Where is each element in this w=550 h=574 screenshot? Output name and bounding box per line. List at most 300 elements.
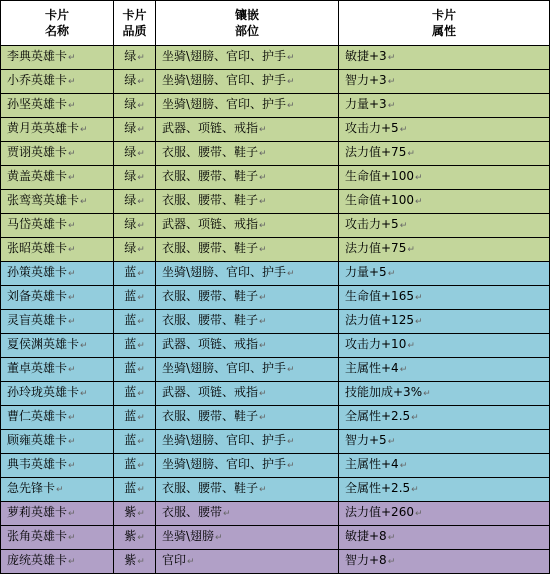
card-quality-text: 绿 (124, 193, 137, 207)
line-break-mark: ↵ (137, 245, 145, 255)
line-break-mark: ↵ (137, 509, 145, 519)
card-attribute-cell (339, 310, 550, 334)
card-attribute-text: 法力值+75 (345, 241, 407, 255)
card-name-text: 曹仁英雄卡 (7, 409, 68, 423)
inlay-slot-cell (156, 238, 339, 262)
line-break-mark: ↵ (259, 341, 267, 351)
card-quality-cell (114, 310, 156, 334)
line-break-mark: ↵ (414, 293, 423, 303)
card-attribute-text: 力量+5 (345, 265, 387, 279)
inlay-slot-cell (156, 286, 339, 310)
card-quality-text: 蓝 (124, 481, 137, 495)
card-attribute-cell (339, 190, 550, 214)
line-break-mark: ↵ (137, 389, 145, 399)
header-card-quality (114, 1, 156, 46)
line-break-mark: ↵ (68, 533, 76, 543)
line-break-mark: ↵ (414, 197, 423, 207)
inlay-slot-text: 衣服、腰带、鞋子 (162, 193, 259, 207)
inlay-slot-cell (156, 142, 339, 166)
card-name-text: 灵盲英雄卡 (7, 313, 68, 327)
header-card-attribute-line2: 属性 (431, 24, 456, 38)
card-attribute-cell (339, 430, 550, 454)
card-quality-text: 蓝 (124, 457, 137, 471)
line-break-mark: ↵ (259, 197, 267, 207)
table-row (1, 334, 550, 358)
card-attribute-text: 全属性+2.5 (345, 481, 411, 495)
card-quality-cell (114, 166, 156, 190)
line-break-mark: ↵ (259, 413, 267, 423)
card-name-cell (1, 478, 114, 502)
table-row (1, 262, 550, 286)
line-break-mark: ↵ (68, 437, 76, 447)
card-attribute-text: 主属性+4 (345, 457, 399, 471)
card-quality-cell (114, 334, 156, 358)
card-attribute-text: 攻击力+5 (345, 217, 399, 231)
table-row (1, 478, 550, 502)
card-name-cell (1, 94, 114, 118)
inlay-slot-text: 武器、项链、戒指 (162, 217, 259, 231)
line-break-mark: ↵ (137, 317, 145, 327)
card-quality-text: 蓝 (124, 289, 137, 303)
line-break-mark: ↵ (137, 437, 145, 447)
line-break-mark: ↵ (137, 557, 145, 567)
card-name-cell (1, 286, 114, 310)
line-break-mark: ↵ (187, 557, 195, 567)
inlay-slot-text: 官印 (162, 553, 187, 567)
line-break-mark: ↵ (68, 317, 76, 327)
card-attribute-cell (339, 46, 550, 70)
line-break-mark: ↵ (80, 197, 88, 207)
line-break-mark: ↵ (259, 485, 267, 495)
line-break-mark: ↵ (215, 533, 223, 543)
card-name-text: 小乔英雄卡 (7, 73, 68, 87)
line-break-mark: ↵ (387, 101, 396, 111)
card-attribute-cell (339, 478, 550, 502)
line-break-mark: ↵ (137, 77, 145, 87)
line-break-mark: ↵ (68, 53, 76, 63)
card-name-text: 孙坚英雄卡 (7, 97, 68, 111)
table-row (1, 430, 550, 454)
card-name-cell (1, 502, 114, 526)
card-name-text: 急先锋卡 (7, 481, 56, 495)
card-quality-cell (114, 430, 156, 454)
card-quality-cell (114, 190, 156, 214)
inlay-slot-text: 坐骑\翅膀、官印、护手 (162, 97, 287, 111)
card-name-text: 萝莉英雄卡 (7, 505, 68, 519)
inlay-slot-cell (156, 118, 339, 142)
line-break-mark: ↵ (80, 341, 88, 351)
table-row (1, 382, 550, 406)
card-name-cell (1, 166, 114, 190)
inlay-slot-text: 坐骑\翅膀、官印、护手 (162, 361, 287, 375)
header-inlay-slot-line2: 部位 (234, 24, 259, 38)
table-row (1, 214, 550, 238)
inlay-slot-text: 坐骑\翅膀、官印、护手 (162, 457, 287, 471)
line-break-mark: ↵ (414, 173, 423, 183)
card-quality-cell (114, 94, 156, 118)
card-attribute-cell (339, 142, 550, 166)
card-quality-text: 蓝 (124, 313, 137, 327)
inlay-slot-cell (156, 46, 339, 70)
card-quality-text: 绿 (124, 145, 137, 159)
card-quality-text: 绿 (124, 121, 137, 135)
line-break-mark: ↵ (68, 173, 76, 183)
line-break-mark: ↵ (137, 413, 145, 423)
line-break-mark: ↵ (137, 173, 145, 183)
line-break-mark: ↵ (68, 269, 76, 279)
table-row (1, 454, 550, 478)
card-name-cell (1, 550, 114, 574)
inlay-slot-text: 坐骑\翅膀、官印、护手 (162, 265, 287, 279)
card-name-cell (1, 214, 114, 238)
line-break-mark: ↵ (137, 149, 145, 159)
line-break-mark: ↵ (259, 173, 267, 183)
line-break-mark: ↵ (68, 557, 76, 567)
inlay-slot-cell (156, 262, 339, 286)
line-break-mark: ↵ (259, 221, 267, 231)
inlay-slot-text: 衣服、腰带、鞋子 (162, 169, 259, 183)
card-name-cell (1, 238, 114, 262)
card-attribute-text: 生命值+165 (345, 289, 414, 303)
card-quality-cell (114, 70, 156, 94)
header-row (1, 1, 550, 46)
card-attribute-cell (339, 214, 550, 238)
inlay-slot-cell (156, 502, 339, 526)
card-name-cell (1, 334, 114, 358)
card-name-cell (1, 46, 114, 70)
line-break-mark: ↵ (137, 293, 145, 303)
card-name-cell (1, 526, 114, 550)
card-quality-cell (114, 214, 156, 238)
card-attribute-text: 法力值+260 (345, 505, 414, 519)
line-break-mark: ↵ (68, 509, 76, 519)
line-break-mark: ↵ (287, 53, 295, 63)
line-break-mark: ↵ (68, 413, 76, 423)
inlay-slot-cell (156, 94, 339, 118)
line-break-mark: ↵ (137, 485, 145, 495)
card-attribute-cell (339, 334, 550, 358)
table-row (1, 526, 550, 550)
inlay-slot-text: 武器、项链、戒指 (162, 385, 259, 399)
line-break-mark: ↵ (68, 365, 76, 375)
table-row (1, 94, 550, 118)
card-quality-cell (114, 406, 156, 430)
line-break-mark: ↵ (407, 149, 415, 159)
card-attribute-text: 生命值+100 (345, 193, 414, 207)
card-attribute-text: 攻击力+10 (345, 337, 407, 351)
table-row (1, 406, 550, 430)
card-attribute-cell (339, 286, 550, 310)
card-attribute-cell (339, 166, 550, 190)
card-name-cell (1, 118, 114, 142)
line-break-mark: ↵ (399, 365, 408, 375)
card-name-cell (1, 310, 114, 334)
card-name-cell (1, 382, 114, 406)
card-quality-cell (114, 142, 156, 166)
header-card-attribute (339, 1, 550, 46)
table-row (1, 166, 550, 190)
card-quality-cell (114, 118, 156, 142)
card-attribute-text: 法力值+125 (345, 313, 414, 327)
inlay-slot-cell (156, 334, 339, 358)
inlay-slot-text: 坐骑\翅膀、官印、护手 (162, 433, 287, 447)
line-break-mark: ↵ (387, 557, 396, 567)
table-row (1, 502, 550, 526)
line-break-mark: ↵ (407, 341, 415, 351)
card-attribute-text: 生命值+100 (345, 169, 414, 183)
card-quality-text: 蓝 (124, 337, 137, 351)
card-name-text: 顾雍英雄卡 (7, 433, 68, 447)
line-break-mark: ↵ (287, 101, 295, 111)
table-body (1, 46, 550, 574)
card-quality-text: 蓝 (124, 409, 137, 423)
card-name-cell (1, 358, 114, 382)
line-break-mark: ↵ (414, 317, 423, 327)
line-break-mark: ↵ (287, 461, 295, 471)
line-break-mark: ↵ (287, 77, 295, 87)
card-attribute-text: 敏捷+8 (345, 529, 387, 543)
card-attribute-cell (339, 454, 550, 478)
line-break-mark: ↵ (68, 101, 76, 111)
card-name-cell (1, 406, 114, 430)
line-break-mark: ↵ (387, 269, 396, 279)
inlay-slot-cell (156, 478, 339, 502)
card-name-cell (1, 262, 114, 286)
card-attribute-cell (339, 70, 550, 94)
card-attribute-cell (339, 118, 550, 142)
card-attribute-cell (339, 382, 550, 406)
card-quality-text: 紫 (124, 529, 137, 543)
table-row (1, 118, 550, 142)
line-break-mark: ↵ (137, 53, 145, 63)
header-card-name (1, 1, 114, 46)
card-attribute-text: 法力值+75 (345, 145, 407, 159)
card-attribute-cell (339, 526, 550, 550)
card-name-text: 张角英雄卡 (7, 529, 68, 543)
table-row (1, 550, 550, 574)
card-quality-text: 绿 (124, 217, 137, 231)
card-attribute-text: 智力+8 (345, 553, 387, 567)
card-quality-text: 绿 (124, 49, 137, 63)
card-attribute-cell (339, 502, 550, 526)
header-card-name-line2: 名称 (44, 24, 69, 38)
card-name-text: 张昭英雄卡 (7, 241, 68, 255)
line-break-mark: ↵ (137, 125, 145, 135)
inlay-slot-cell (156, 550, 339, 574)
table-row (1, 190, 550, 214)
header-card-quality-line2: 品质 (122, 24, 147, 38)
line-break-mark: ↵ (137, 269, 145, 279)
card-quality-cell (114, 382, 156, 406)
line-break-mark: ↵ (411, 413, 419, 423)
inlay-slot-text: 衣服、腰带、鞋子 (162, 241, 259, 255)
line-break-mark: ↵ (68, 221, 76, 231)
card-name-text: 刘备英雄卡 (7, 289, 68, 303)
card-attribute-cell (339, 550, 550, 574)
card-quality-text: 蓝 (124, 385, 137, 399)
line-break-mark: ↵ (387, 53, 396, 63)
line-break-mark: ↵ (399, 461, 408, 471)
line-break-mark: ↵ (259, 149, 267, 159)
card-quality-text: 绿 (124, 73, 137, 87)
table-row (1, 70, 550, 94)
card-quality-cell (114, 46, 156, 70)
card-quality-cell (114, 502, 156, 526)
card-name-text: 孙策英雄卡 (7, 265, 68, 279)
card-name-text: 贾诩英雄卡 (7, 145, 68, 159)
card-name-text: 马岱英雄卡 (7, 217, 68, 231)
inlay-slot-cell (156, 310, 339, 334)
table-row (1, 142, 550, 166)
line-break-mark: ↵ (137, 365, 145, 375)
line-break-mark: ↵ (399, 125, 408, 135)
line-break-mark: ↵ (399, 221, 408, 231)
card-name-text: 董卓英雄卡 (7, 361, 68, 375)
card-name-text: 黄盖英雄卡 (7, 169, 68, 183)
line-break-mark: ↵ (423, 389, 431, 399)
card-quality-text: 紫 (124, 505, 137, 519)
table-row (1, 310, 550, 334)
inlay-slot-text: 衣服、腰带、鞋子 (162, 289, 259, 303)
line-break-mark: ↵ (259, 389, 267, 399)
line-break-mark: ↵ (259, 245, 267, 255)
inlay-slot-cell (156, 526, 339, 550)
inlay-slot-text: 坐骑\翅膀 (162, 529, 215, 543)
inlay-slot-text: 坐骑\翅膀、官印、护手 (162, 49, 287, 63)
card-name-text: 庞统英雄卡 (7, 553, 68, 567)
inlay-slot-cell (156, 430, 339, 454)
inlay-slot-cell (156, 406, 339, 430)
card-name-cell (1, 454, 114, 478)
card-attribute-cell (339, 94, 550, 118)
table-row (1, 358, 550, 382)
line-break-mark: ↵ (68, 77, 76, 87)
inlay-slot-text: 坐骑\翅膀、官印、护手 (162, 73, 287, 87)
inlay-slot-text: 衣服、腰带、鞋子 (162, 313, 259, 327)
inlay-slot-text: 衣服、腰带、鞋子 (162, 145, 259, 159)
card-quality-text: 绿 (124, 97, 137, 111)
card-name-cell (1, 430, 114, 454)
header-card-quality-line1: 卡片 (122, 8, 147, 22)
line-break-mark: ↵ (259, 293, 267, 303)
card-name-text: 孙玲珑英雄卡 (7, 385, 80, 399)
line-break-mark: ↵ (259, 125, 267, 135)
line-break-mark: ↵ (137, 461, 145, 471)
card-quality-text: 紫 (124, 553, 137, 567)
inlay-slot-cell (156, 70, 339, 94)
table-row (1, 46, 550, 70)
line-break-mark: ↵ (387, 437, 396, 447)
card-name-cell (1, 70, 114, 94)
line-break-mark: ↵ (56, 485, 64, 495)
inlay-slot-cell (156, 454, 339, 478)
card-quality-text: 蓝 (124, 433, 137, 447)
card-attribute-cell (339, 406, 550, 430)
card-quality-cell (114, 238, 156, 262)
card-attribute-cell (339, 238, 550, 262)
card-name-text: 李典英雄卡 (7, 49, 68, 63)
card-quality-cell (114, 478, 156, 502)
card-attribute-text: 敏捷+3 (345, 49, 387, 63)
card-attribute-text: 技能加成+3% (345, 385, 423, 399)
line-break-mark: ↵ (259, 317, 267, 327)
card-quality-cell (114, 454, 156, 478)
card-name-text: 典韦英雄卡 (7, 457, 68, 471)
line-break-mark: ↵ (407, 245, 415, 255)
card-quality-cell (114, 286, 156, 310)
card-quality-cell (114, 358, 156, 382)
card-quality-text: 蓝 (124, 361, 137, 375)
card-attribute-text: 主属性+4 (345, 361, 399, 375)
line-break-mark: ↵ (137, 533, 145, 543)
line-break-mark: ↵ (80, 125, 88, 135)
card-name-text: 黄月英英雄卡 (7, 121, 80, 135)
card-attribute-text: 全属性+2.5 (345, 409, 411, 423)
inlay-slot-cell (156, 214, 339, 238)
header-inlay-slot (156, 1, 339, 46)
card-attribute-text: 智力+5 (345, 433, 387, 447)
line-break-mark: ↵ (137, 221, 145, 231)
line-break-mark: ↵ (68, 293, 76, 303)
card-name-cell (1, 142, 114, 166)
card-quality-text: 绿 (124, 169, 137, 183)
card-attribute-text: 智力+3 (345, 73, 387, 87)
card-quality-cell (114, 262, 156, 286)
line-break-mark: ↵ (68, 461, 76, 471)
inlay-slot-text: 衣服、腰带、鞋子 (162, 481, 259, 495)
inlay-slot-text: 衣服、腰带 (162, 505, 223, 519)
line-break-mark: ↵ (137, 197, 145, 207)
line-break-mark: ↵ (411, 485, 419, 495)
line-break-mark: ↵ (287, 269, 295, 279)
inlay-slot-text: 衣服、腰带、鞋子 (162, 409, 259, 423)
line-break-mark: ↵ (414, 509, 423, 519)
inlay-slot-cell (156, 190, 339, 214)
card-name-text: 夏侯渊英雄卡 (7, 337, 80, 351)
card-quality-cell (114, 550, 156, 574)
header-inlay-slot-line1: 镶嵌 (234, 8, 259, 22)
table-row (1, 286, 550, 310)
inlay-slot-cell (156, 358, 339, 382)
card-quality-cell (114, 526, 156, 550)
inlay-slot-cell (156, 166, 339, 190)
line-break-mark: ↵ (68, 149, 76, 159)
header-card-attribute-line1: 卡片 (431, 8, 456, 22)
header-card-name-line1: 卡片 (44, 8, 69, 22)
card-attribute-cell (339, 262, 550, 286)
inlay-slot-cell (156, 382, 339, 406)
line-break-mark: ↵ (137, 101, 145, 111)
card-quality-text: 绿 (124, 241, 137, 255)
line-break-mark: ↵ (287, 365, 295, 375)
line-break-mark: ↵ (223, 509, 231, 519)
line-break-mark: ↵ (68, 245, 76, 255)
card-quality-text: 蓝 (124, 265, 137, 279)
card-attribute-text: 攻击力+5 (345, 121, 399, 135)
line-break-mark: ↵ (137, 341, 145, 351)
line-break-mark: ↵ (387, 77, 396, 87)
card-attribute-cell (339, 358, 550, 382)
inlay-slot-text: 武器、项链、戒指 (162, 121, 259, 135)
line-break-mark: ↵ (287, 437, 295, 447)
line-break-mark: ↵ (387, 533, 396, 543)
card-name-text: 张鸾鸾英雄卡 (7, 193, 80, 207)
line-break-mark: ↵ (80, 389, 88, 399)
table-row (1, 238, 550, 262)
card-attribute-text: 力量+3 (345, 97, 387, 111)
card-name-cell (1, 190, 114, 214)
inlay-slot-text: 武器、项链、戒指 (162, 337, 259, 351)
